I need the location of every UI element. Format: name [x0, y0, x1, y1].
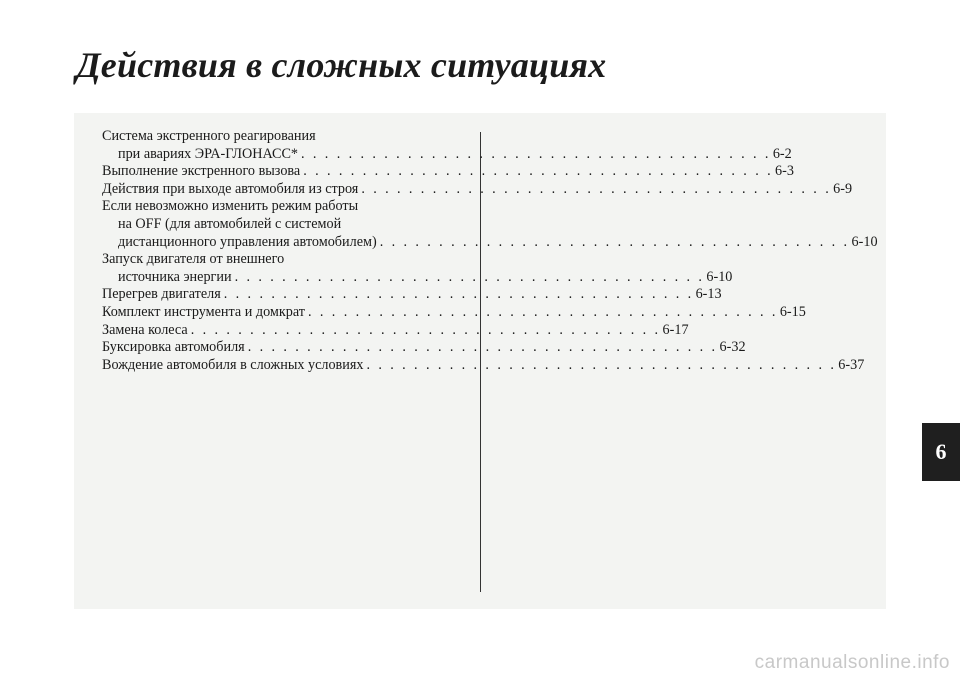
toc-chapter-prefix: 6- — [695, 286, 708, 303]
toc-entry-text: Перегрев двигателя — [102, 286, 221, 303]
toc-chapter-prefix: 6- — [833, 180, 845, 197]
toc-page-number: 9 — [844, 180, 853, 197]
toc-entry-text: дистанционного управления автомобилем) — [118, 233, 377, 250]
toc-leader-dots: . . . . . . . . . . . . . . . . . . . . . . . . . . . . . . . . . . . . . . . . — [301, 145, 771, 162]
table-of-contents — [102, 128, 878, 374]
toc-page-number: 37 — [850, 356, 865, 373]
toc-entry[interactable] — [102, 321, 689, 340]
toc-leader-dots: . . . . . . . . . . . . . . . . . . . . . . . . . . . . . . . . . . . . . . . . — [190, 321, 661, 338]
toc-entry-text: Выполнение экстренного вызова — [102, 163, 301, 180]
toc-chapter-prefix: 6- — [706, 268, 719, 285]
toc-entry[interactable] — [102, 251, 733, 286]
chapter-title: Действия в сложных ситуациях — [76, 45, 607, 85]
toc-entry[interactable] — [102, 163, 794, 181]
toc-entry[interactable] — [102, 339, 746, 357]
toc-entry[interactable] — [102, 128, 792, 163]
toc-page-number: 15 — [791, 303, 806, 320]
chapter-tab[interactable]: 6 — [922, 423, 960, 481]
toc-page-number: 10 — [718, 268, 733, 285]
toc-chapter-prefix: 6- — [772, 145, 785, 162]
toc-leader-dots: . . . . . . . . . . . . . . . . . . . . . . . . . . . . . . . . . . . . . . . . — [223, 286, 694, 303]
toc-leader-dots: . . . . . . . . . . . . . . . . . . . . . . . . . . . . . . . . . . . . . . . . — [234, 268, 705, 285]
toc-leader-dots: . . . . . . . . . . . . . . . . . . . . . . . . . . . . . . . . . . . . . . . . — [379, 233, 850, 250]
toc-leader-dots: . . . . . . . . . . . . . . . . . . . . . . . . . . . . . . . . . . . . . . . . — [361, 180, 832, 197]
toc-page-number: 2 — [784, 145, 792, 162]
toc-page-number: 3 — [786, 163, 794, 180]
toc-entry[interactable] — [102, 286, 722, 304]
toc-entry-text: на OFF (для автомобилей с системой — [118, 215, 342, 232]
toc-entry[interactable] — [102, 180, 853, 199]
toc-entry-text: Если невозможно изменить режим работы — [102, 198, 359, 215]
toc-entry-text: Замена колеса — [102, 321, 188, 338]
watermark: carmanualsonline.info — [754, 652, 950, 673]
toc-page-number: 13 — [707, 286, 722, 303]
toc-chapter-prefix: 6- — [851, 233, 864, 250]
toc-entry-text: Вождение автомобиля в сложных условиях — [102, 356, 364, 373]
toc-entry-text: источника энергии — [118, 268, 232, 285]
toc-entry[interactable] — [102, 198, 878, 251]
toc-leader-dots: . . . . . . . . . . . . . . . . . . . . . . . . . . . . . . . . . . . . . . . . — [303, 163, 774, 180]
toc-page-number: 32 — [731, 339, 746, 356]
toc-leader-dots: . . . . . . . . . . . . . . . . . . . . . . . . . . . . . . . . . . . . . . . . — [366, 356, 837, 373]
toc-leader-dots: . . . . . . . . . . . . . . . . . . . . . . . . . . . . . . . . . . . . . . . . — [308, 303, 778, 320]
toc-entry[interactable] — [102, 303, 806, 322]
toc-leader-dots: . . . . . . . . . . . . . . . . . . . . . . . . . . . . . . . . . . . . . . . . — [247, 339, 718, 356]
toc-page-number: 10 — [863, 233, 878, 250]
toc-page-number: 17 — [674, 321, 689, 338]
toc-chapter-prefix: 6- — [775, 163, 787, 180]
toc-entry-text: Действия при выходе автомобиля из строя — [102, 180, 359, 197]
toc-entry-text: Буксировка автомобиля — [102, 339, 245, 356]
toc-entry-text: Система экстренного реагирования — [102, 128, 316, 144]
toc-entry-text: Комплект инструмента и домкрат — [102, 303, 306, 320]
toc-chapter-prefix: 6- — [662, 321, 675, 338]
toc-chapter-prefix: 6- — [719, 339, 732, 356]
toc-entry[interactable] — [102, 356, 865, 375]
toc-entry-text: при авариях ЭРА-ГЛОНАСС* — [118, 145, 299, 162]
toc-entry-text: Запуск двигателя от внешнего — [102, 251, 285, 268]
toc-chapter-prefix: 6- — [779, 303, 792, 320]
toc-chapter-prefix: 6- — [838, 356, 851, 373]
